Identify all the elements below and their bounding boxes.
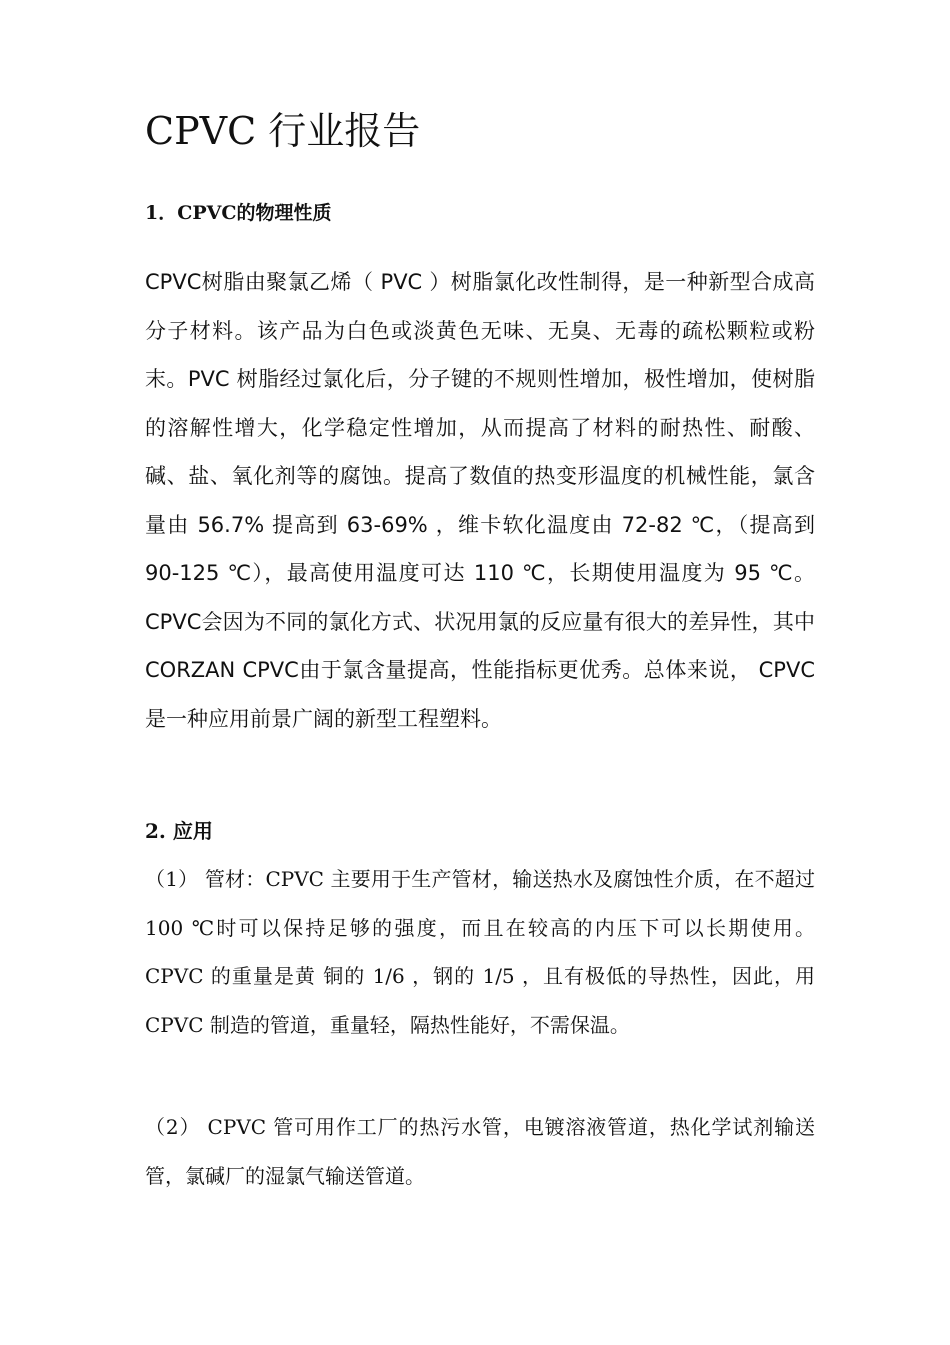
section-1-paragraph: CPVC树脂由聚氯乙烯（ PVC ）树脂氯化改性制得，是一种新型合成高分子材料。该产品为白色或淡黄色无味、无臭、无毒的疏松颗粒或粉末。PVC 树脂经过氯化后，分子键的不规则性增加，极性增加，使树脂的溶解性增大，化学稳定性增加，从而提高了材料的耐热性、耐酸、碱、盐、氧化剂等的腐蚀。提高了数值的热变形温度的机械性能，氯含量由 56.7% 提高到 63-69% ，维卡软化温度由 72-82 ℃，（提高到 90-125 ℃），最高使用温度可达 110 ℃，长期使用温度为 95 ℃。CPVC会因为不同的氯化方式、状况用氯的反应量有很大的差异性，其中CORZAN CPVC由于氯含量提高，性能指标更优秀。总体来说， CPVC 是一种应用前景广阔的新型工程塑料。	[145, 270, 815, 731]
section-2-item-2: （2） CPVC 管可用作工厂的热污水管，电镀溶液管道，热化学试剂输送管，氯碱厂的湿氯气输送管道。	[145, 1115, 815, 1188]
section-2-item-1: （1） 管材：CPVC 主要用于生产管材，输送热水及腐蚀性介质，在不超过 100 ℃时可以保持足够的强度，而且在较高的内压下可以长期使用。 CPVC 的重量是黄 铜的 1/6 ，钢的 1/5 ，且有极低的导热性，因此，用 CPVC 制造的管道，重量轻，隔热性能好，不需保温。	[145, 867, 815, 1037]
section-1-title-zh: 的物理性质	[236, 202, 332, 224]
section-1-title-en: CPVC	[177, 202, 237, 224]
section-1-number: 1．	[145, 202, 178, 224]
document-title: CPVC 行业报告	[145, 109, 421, 153]
section-1-heading	[145, 198, 332, 225]
section-2-heading: 2. 应用	[145, 819, 213, 843]
